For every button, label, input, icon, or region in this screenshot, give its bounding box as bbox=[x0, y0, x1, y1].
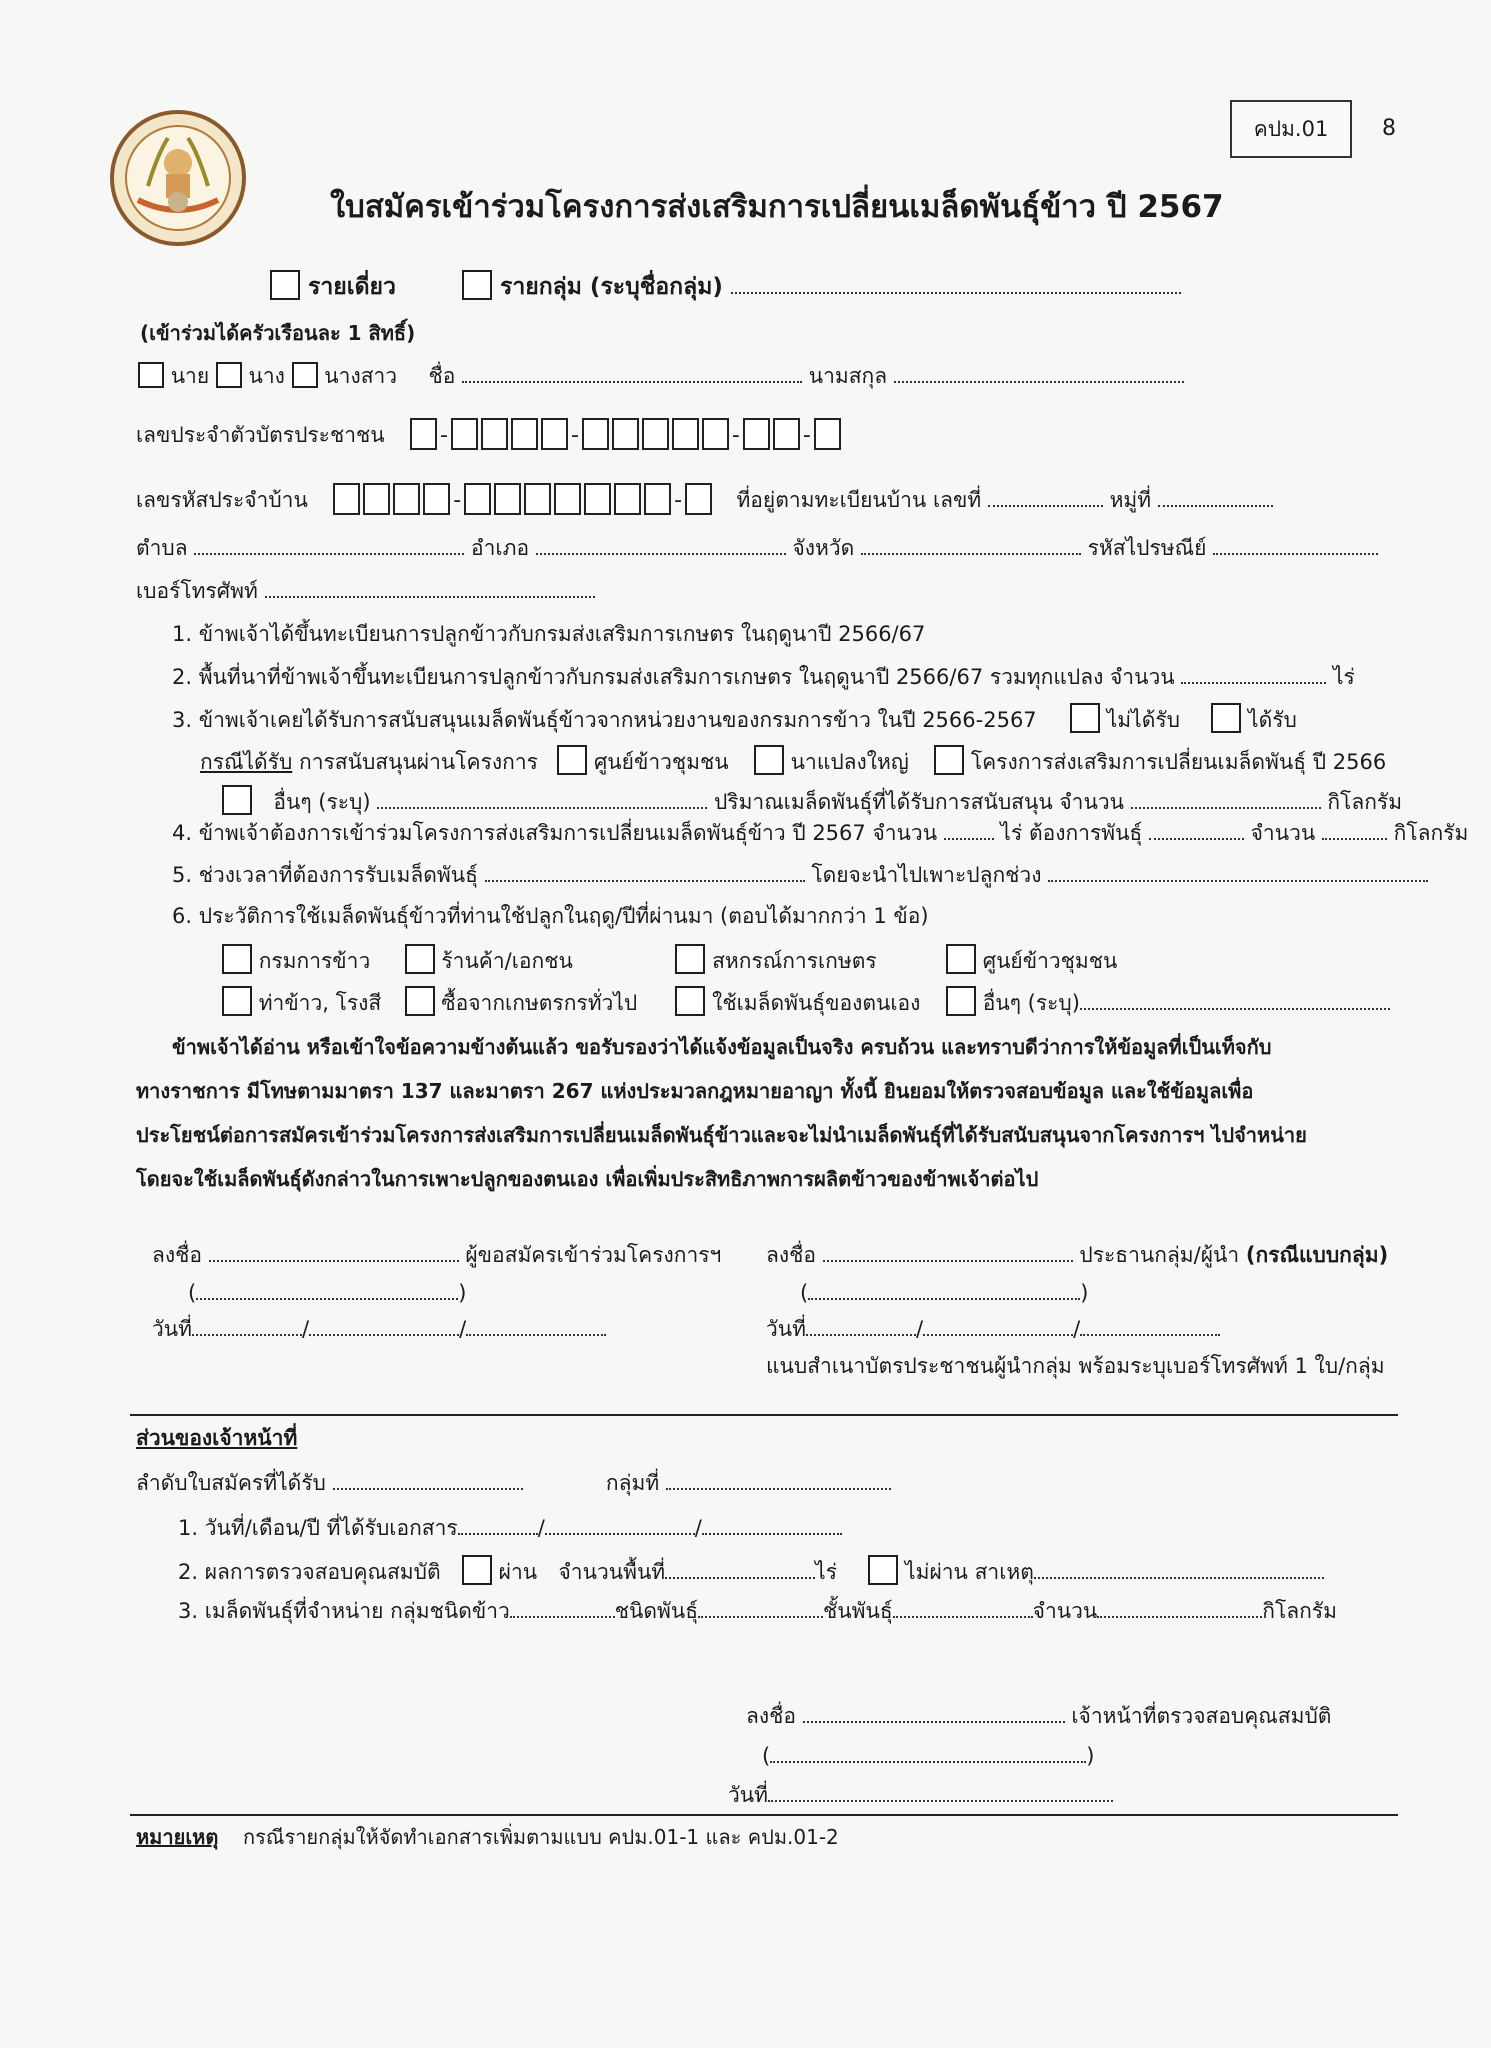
item-4-label: 4. ข้าพเจ้าต้องการเข้าร่วมโครงการส่งเสริมการเปลี่ยนเมล็ดพันธุ์ข้าว ปี 2567 จำนวน bbox=[172, 821, 938, 845]
officer-item-2 bbox=[178, 1555, 1324, 1585]
large-plot-checkbox[interactable] bbox=[754, 745, 784, 775]
first-name-label: ชื่อ bbox=[428, 364, 456, 388]
leader-role: ประธานกลุ่ม/ผู้นำ bbox=[1079, 1243, 1240, 1267]
title-miss-label: นางสาว bbox=[324, 364, 398, 388]
amphoe-label: อำเภอ bbox=[471, 536, 530, 560]
page-number: 8 bbox=[1382, 116, 1396, 141]
rai-label: ไร่ bbox=[815, 1560, 837, 1584]
officer-item-3 bbox=[178, 1598, 1337, 1623]
applicant-name-row bbox=[188, 1280, 466, 1305]
close-paren: ) bbox=[1080, 1281, 1089, 1305]
slash: / bbox=[694, 1516, 702, 1540]
moo-field[interactable] bbox=[1158, 487, 1273, 507]
individual-checkbox[interactable] bbox=[270, 270, 300, 300]
address-row bbox=[136, 535, 1378, 560]
own-seed-label: ใช้เมล็ดพันธุ์ของตนเอง bbox=[712, 991, 921, 1015]
province-field[interactable] bbox=[861, 535, 1081, 555]
name-row bbox=[138, 362, 1184, 388]
leader-date-row bbox=[766, 1316, 1220, 1341]
qualification-label: 2. ผลการตรวจสอบคุณสมบัติ bbox=[178, 1560, 441, 1584]
remark-label: หมายเหตุ bbox=[136, 1825, 219, 1849]
item-2-unit: ไร่ bbox=[1332, 665, 1355, 689]
rice-dept-checkbox[interactable] bbox=[222, 944, 252, 974]
close-paren: ) bbox=[1086, 1744, 1095, 1768]
officer-date-sign-label: วันที่ bbox=[728, 1783, 768, 1807]
item-3-not-received-label: ไม่ได้รับ bbox=[1106, 708, 1180, 732]
item-4-unit: กิโลกรัม bbox=[1393, 821, 1469, 845]
tambon-label: ตำบล bbox=[136, 536, 188, 560]
declaration-line-3: ประโยชน์ต่อการสมัครเข้าร่วมโครงการส่งเสริมการเปลี่ยนเมล็ดพันธุ์ข้าวและจะไม่นำเมล็ดพันธุ์ที่ได้รับสนับสนุนจากโครงการฯ ไปจำหน่าย bbox=[136, 1123, 1307, 1147]
seed-class-field[interactable] bbox=[893, 1598, 1033, 1618]
officer-item-1 bbox=[178, 1515, 842, 1540]
applicant-date-label: วันที่ bbox=[152, 1317, 192, 1341]
item-6-other-checkbox[interactable] bbox=[946, 986, 976, 1016]
title-mrs-label: นาง bbox=[248, 364, 285, 388]
open-paren: ( bbox=[800, 1281, 809, 1305]
id-card-row bbox=[136, 418, 844, 450]
reason-field[interactable] bbox=[1034, 1559, 1324, 1579]
large-plot-label: นาแปลงใหญ่ bbox=[790, 750, 909, 774]
leader-day-field[interactable] bbox=[806, 1316, 916, 1336]
title-miss-checkbox[interactable] bbox=[292, 362, 318, 388]
slash: / bbox=[302, 1317, 310, 1341]
item-4-variety-field[interactable] bbox=[1149, 820, 1244, 840]
officer-month-field[interactable] bbox=[545, 1515, 695, 1535]
officer-signature-row bbox=[746, 1703, 1331, 1728]
variety-type-field[interactable] bbox=[698, 1598, 823, 1618]
house-code-label: เลขรหัสประจำบ้าน bbox=[136, 488, 308, 512]
item-3-unit: กิโลกรัม bbox=[1327, 790, 1403, 814]
open-paren: ( bbox=[762, 1744, 771, 1768]
application-type-row bbox=[270, 270, 1181, 300]
item-4-row bbox=[172, 820, 1468, 845]
divider-officer bbox=[130, 1414, 1398, 1416]
divider-remark bbox=[130, 1814, 1398, 1816]
item-3-other-label: อื่นๆ (ระบุ) bbox=[273, 790, 371, 814]
phone-label: เบอร์โทรศัพท์ bbox=[136, 579, 258, 603]
postcode-label: รหัสไปรษณีย์ bbox=[1087, 536, 1207, 560]
applicant-signature-row bbox=[152, 1242, 721, 1267]
item-4-rai-label: ไร่ ต้องการพันธุ์ bbox=[1000, 821, 1143, 845]
leader-signature-row bbox=[766, 1242, 1388, 1267]
officer-day-field[interactable] bbox=[458, 1515, 538, 1535]
item-4-amount-label: จำนวน bbox=[1250, 821, 1316, 845]
applicant-sign-label: ลงชื่อ bbox=[152, 1243, 202, 1267]
community-rice-center-checkbox[interactable] bbox=[557, 745, 587, 775]
applicant-year-field[interactable] bbox=[466, 1316, 606, 1336]
item-3-via-label: การสนับสนุนผ่านโครงการ bbox=[298, 750, 538, 774]
item-3-amount-label: ปริมาณเมล็ดพันธุ์ที่ได้รับการสนับสนุน จำนวน bbox=[713, 790, 1124, 814]
item-6-label: 6. ประวัติการใช้เมล็ดพันธุ์ข้าวที่ท่านใช้ปลูกในฤดู/ปีที่ผ่านมา (ตอบได้มากกว่า 1 ข้อ) bbox=[172, 904, 929, 928]
leader-note: (กรณีแบบกลุ่ม) bbox=[1245, 1243, 1389, 1267]
id-card-label: เลขประจำตัวบัตรประชาชน bbox=[136, 423, 385, 447]
leader-sign-label: ลงชื่อ bbox=[766, 1243, 816, 1267]
leader-name-field[interactable] bbox=[808, 1280, 1080, 1300]
item-3-case-row bbox=[200, 745, 1386, 775]
item-2-row bbox=[172, 664, 1355, 689]
officer-year-field[interactable] bbox=[702, 1515, 842, 1535]
variety-type-label: ชนิดพันธุ์ bbox=[614, 1599, 699, 1623]
title-mr-label: นาย bbox=[170, 364, 210, 388]
moo-label: หมู่ที่ bbox=[1109, 488, 1152, 512]
shop-private-label: ร้านค้า/เอกชน bbox=[441, 949, 573, 973]
item-5-planting-field[interactable] bbox=[1048, 862, 1428, 882]
item-5-planting-label: โดยจะนำไปเพาะปลูกช่วง bbox=[811, 863, 1042, 887]
remark-row bbox=[136, 1826, 839, 1849]
title-mrs-checkbox[interactable] bbox=[216, 362, 242, 388]
reason-label: สาเหตุ bbox=[974, 1560, 1034, 1584]
shop-private-checkbox[interactable] bbox=[405, 944, 435, 974]
officer-amount-field[interactable] bbox=[1097, 1598, 1262, 1618]
last-name-field[interactable] bbox=[894, 363, 1184, 383]
officer-amount-label: จำนวน bbox=[1032, 1599, 1098, 1623]
first-name-field[interactable] bbox=[462, 363, 802, 383]
house-number-field[interactable] bbox=[988, 487, 1103, 507]
fail-checkbox[interactable] bbox=[868, 1555, 898, 1585]
declaration-line-1: ข้าพเจ้าได้อ่าน หรือเข้าใจข้อความข้างต้นแล้ว ขอรับรองว่าได้แจ้งข้อมูลเป็นจริง ครบถ้วน และทราบดีว่าการให้ข้อมูลที่เป็นเท็จกับ bbox=[172, 1035, 1272, 1059]
address-label: ที่อยู่ตามทะเบียนบ้าน เลขที่ bbox=[736, 488, 982, 512]
slash: / bbox=[537, 1516, 545, 1540]
applicant-sign-field[interactable] bbox=[209, 1242, 459, 1262]
receipt-no-label: ลำดับใบสมัครที่ได้รับ bbox=[136, 1471, 326, 1495]
slash: / bbox=[916, 1317, 924, 1341]
cooperative-checkbox[interactable] bbox=[675, 944, 705, 974]
item-3-amount-field[interactable] bbox=[1131, 789, 1321, 809]
leader-date-label: วันที่ bbox=[766, 1317, 806, 1341]
rice-department-seal bbox=[108, 108, 248, 248]
declaration-line-4: โดยจะใช้เมล็ดพันธุ์ดังกล่าวในการเพาะปลูกของตนเอง เพื่อเพิ่มประสิทธิภาพการผลิตข้าวของข้าพเจ้าต่อไป bbox=[136, 1167, 1039, 1191]
leader-sign-field[interactable] bbox=[823, 1242, 1073, 1262]
house-code-digits[interactable]: - - bbox=[333, 488, 722, 512]
slash: / bbox=[459, 1317, 467, 1341]
amphoe-field[interactable] bbox=[536, 535, 786, 555]
group-checkbox[interactable] bbox=[462, 270, 492, 300]
applicant-day-field[interactable] bbox=[192, 1316, 302, 1336]
item-3-label: 3. ข้าพเจ้าเคยได้รับการสนับสนุนเมล็ดพันธุ์ข้าวจากหน่วยงานของกรมการข้าว ในปี 2566-2567 bbox=[172, 708, 1037, 732]
household-note: (เข้าร่วมได้ครัวเรือนละ 1 สิทธิ์) bbox=[140, 321, 416, 345]
item-3-other-field[interactable] bbox=[377, 789, 707, 809]
cooperative-label: สหกรณ์การเกษตร bbox=[712, 949, 877, 973]
officer-date-row bbox=[728, 1782, 1113, 1807]
item-4-rai-field[interactable] bbox=[944, 820, 994, 840]
house-code-row bbox=[136, 483, 1273, 515]
officer-name-field[interactable] bbox=[770, 1743, 1086, 1763]
form-code-box bbox=[1230, 100, 1352, 158]
item-3-row bbox=[172, 703, 1297, 733]
seed-project-2566-label: โครงการส่งเสริมการเปลี่ยนเมล็ดพันธุ์ ปี 2566 bbox=[970, 750, 1387, 774]
community-rice-center-label: ศูนย์ข้าวชุมชน bbox=[593, 750, 729, 774]
item-1: 1. ข้าพเจ้าได้ขึ้นทะเบียนการปลูกข้าวกับกรมส่งเสริมการเกษตร ในฤดูนาปี 2566/67 bbox=[172, 622, 926, 646]
item-3-received-label: ได้รับ bbox=[1248, 708, 1297, 732]
page-title: ใบสมัครเข้าร่วมโครงการส่งเสริมการเปลี่ยนเมล็ดพันธุ์ข้าว ปี 2567 bbox=[330, 189, 1224, 225]
group-label: รายกลุ่ม (ระบุชื่อกลุ่ม) bbox=[500, 274, 723, 300]
officer-role: เจ้าหน้าที่ตรวจสอบคุณสมบัติ bbox=[1071, 1704, 1332, 1728]
declaration-line-2: ทางราชการ มีโทษตามมาตรา 137 และมาตรา 267 แห่งประมวลกฎหมายอาญา ทั้งนี้ ยินยอมให้ตรวจสอบข้อมูล และใช้ข้อมูลเพื่อ bbox=[136, 1079, 1254, 1103]
close-paren: ) bbox=[458, 1281, 467, 1305]
item-2-label: 2. พื้นที่นาที่ข้าพเจ้าขึ้นทะเบียนการปลูกข้าวกับกรมส่งเสริมการเกษตร ในฤดูนาปี 2566/67 รวมทุกแปลง จำนวน bbox=[172, 665, 1175, 689]
pass-checkbox[interactable] bbox=[462, 1555, 492, 1585]
area-field[interactable] bbox=[665, 1559, 815, 1579]
community-center-checkbox[interactable] bbox=[946, 944, 976, 974]
officer-unit: กิโลกรัม bbox=[1262, 1599, 1337, 1623]
item-5-row bbox=[172, 862, 1428, 887]
group-no-label: กลุ่มที่ bbox=[605, 1471, 660, 1495]
fail-label: ไม่ผ่าน bbox=[905, 1560, 968, 1584]
leader-month-field[interactable] bbox=[923, 1316, 1073, 1336]
receipt-no-field[interactable] bbox=[333, 1470, 523, 1490]
applicant-role: ผู้ขอสมัครเข้าร่วมโครงการฯ bbox=[465, 1243, 722, 1267]
item-4-amount-field[interactable] bbox=[1322, 820, 1387, 840]
slash: / bbox=[1073, 1317, 1081, 1341]
item-3-other-row bbox=[222, 785, 1402, 815]
province-label: จังหวัด bbox=[792, 536, 855, 560]
officer-receipt-row bbox=[136, 1470, 891, 1495]
officer-sign-label: ลงชื่อ bbox=[746, 1704, 796, 1728]
leader-year-field[interactable] bbox=[1080, 1316, 1220, 1336]
item-6-other-field[interactable] bbox=[1080, 990, 1390, 1010]
item-3-other-checkbox[interactable] bbox=[222, 785, 252, 815]
seed-class-label: ชั้นพันธุ์ bbox=[823, 1599, 893, 1623]
farmer-purchase-label: ซื้อจากเกษตรกรทั่วไป bbox=[441, 991, 638, 1015]
item-3-received-checkbox[interactable] bbox=[1211, 703, 1241, 733]
rice-dept-label: กรมการข้าว bbox=[258, 949, 371, 973]
leader-name-row bbox=[800, 1280, 1088, 1305]
item-6-other-label: อื่นๆ (ระบุ) bbox=[982, 991, 1080, 1015]
mill-checkbox[interactable] bbox=[222, 986, 252, 1016]
individual-label: รายเดี่ยว bbox=[308, 274, 396, 300]
officer-sign-field[interactable] bbox=[803, 1703, 1065, 1723]
applicant-name-field[interactable] bbox=[196, 1280, 458, 1300]
officer-name-row bbox=[762, 1743, 1094, 1768]
open-paren: ( bbox=[188, 1281, 197, 1305]
item-3-not-received-checkbox[interactable] bbox=[1070, 703, 1100, 733]
phone-field[interactable] bbox=[265, 578, 595, 598]
area-label: จำนวนพื้นที่ bbox=[558, 1560, 666, 1584]
remark-text: กรณีรายกลุ่มให้จัดทำเอกสารเพิ่มตามแบบ คปม.01-1 และ คปม.01-2 bbox=[243, 1825, 839, 1849]
postcode-field[interactable] bbox=[1213, 535, 1378, 555]
own-seed-checkbox[interactable] bbox=[675, 986, 705, 1016]
seed-group-field[interactable] bbox=[510, 1598, 615, 1618]
tambon-field[interactable] bbox=[194, 535, 464, 555]
officer-date-sign-field[interactable] bbox=[768, 1782, 1113, 1802]
group-no-field[interactable] bbox=[666, 1470, 891, 1490]
pass-label: ผ่าน bbox=[498, 1560, 538, 1584]
item-3-case-label: กรณีได้รับ bbox=[200, 750, 293, 774]
id-card-digits[interactable]: - - - - bbox=[410, 423, 844, 447]
attach-note: แนบสำเนาบัตรประชาชนผู้นำกลุ่ม พร้อมระบุเบอร์โทรศัพท์ 1 ใบ/กลุ่ม bbox=[766, 1354, 1385, 1378]
farmer-purchase-checkbox[interactable] bbox=[405, 986, 435, 1016]
phone-row bbox=[136, 578, 595, 603]
form-code: คปม.01 bbox=[1253, 116, 1329, 141]
item-5-label: 5. ช่วงเวลาที่ต้องการรับเมล็ดพันธุ์ bbox=[172, 863, 478, 887]
item-6-row-2 bbox=[222, 986, 1390, 1016]
last-name-label: นามสกุล bbox=[808, 364, 888, 388]
item-5-period-field[interactable] bbox=[485, 862, 805, 882]
officer-heading: ส่วนของเจ้าหน้าที่ bbox=[136, 1426, 298, 1450]
applicant-date-row bbox=[152, 1316, 606, 1341]
item-6-row-1 bbox=[222, 944, 1117, 974]
applicant-month-field[interactable] bbox=[309, 1316, 459, 1336]
officer-date-label: 1. วันที่/เดือน/ปี ที่ได้รับเอกสาร bbox=[178, 1516, 458, 1540]
item-2-area-field[interactable] bbox=[1181, 664, 1326, 684]
mill-label: ท่าข้าว, โรงสี bbox=[258, 991, 382, 1015]
community-center-label: ศูนย์ข้าวชุมชน bbox=[982, 949, 1118, 973]
seed-group-label: 3. เมล็ดพันธุ์ที่จำหน่าย กลุ่มชนิดข้าว bbox=[178, 1599, 510, 1623]
group-name-field[interactable] bbox=[731, 274, 1181, 294]
seed-project-2566-checkbox[interactable] bbox=[934, 745, 964, 775]
title-mr-checkbox[interactable] bbox=[138, 362, 164, 388]
